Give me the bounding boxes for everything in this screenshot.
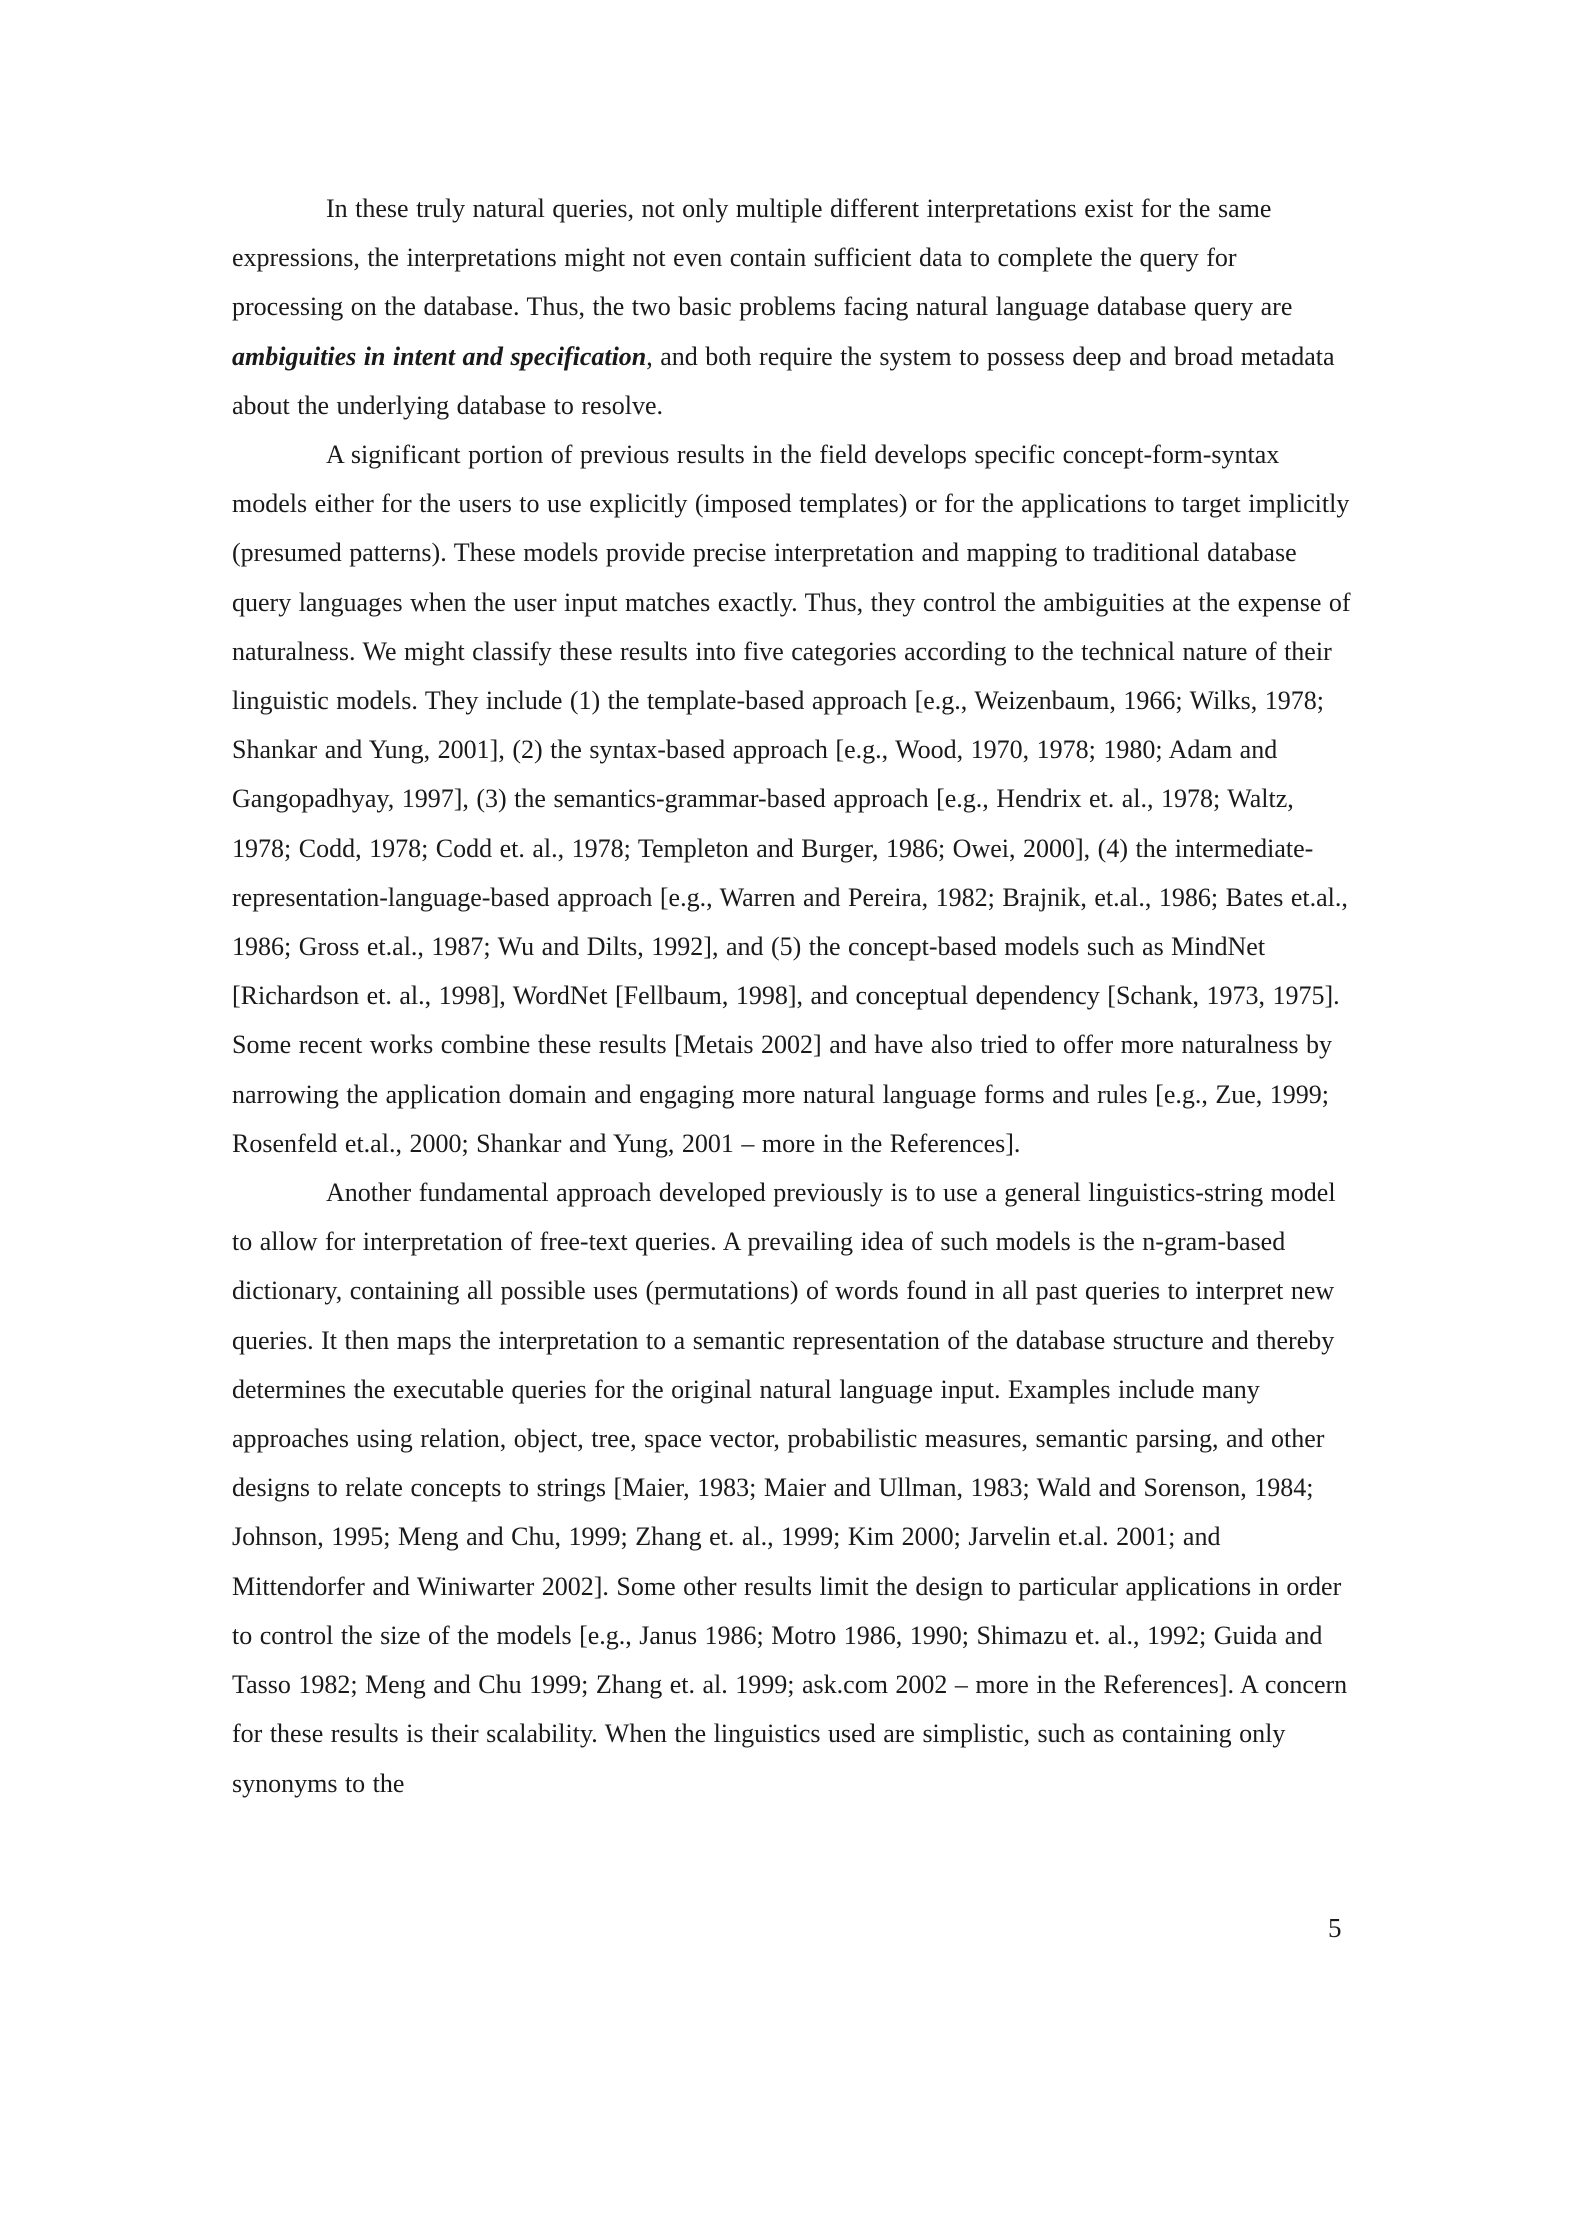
page-body bbox=[232, 184, 1352, 1808]
paragraph-2: A significant portion of previous results in the field develops specific concept-form-syntax models either for the users to use explicitly (imposed templates) or for the applications to target implicitly (presumed patterns). These models provide precise interpretation and mapping to traditional database query languages when the user input matches exactly. Thus, they control the ambiguities at the expense of naturalness. We might classify these results into five categories according to the technical nature of their linguistic models. They include (1) the template-based approach [e.g., Weizenbaum, 1966; Wilks, 1978; Shankar and Yung, 2001], (2) the syntax-based approach [e.g., Wood, 1970, 1978; 1980; Adam and Gangopadhyay, 1997], (3) the semantics-grammar-based approach [e.g., Hendrix et. al., 1978; Waltz, 1978; Codd, 1978; Codd et. al., 1978; Templeton and Burger, 1986; Owei, 2000], (4) the intermediate-representation-language-based approach [e.g., Warren and Pereira, 1982; Brajnik, et.al., 1986; Bates et.al., 1986; Gross et.al., 1987; Wu and Dilts, 1992], and (5) the concept-based models such as MindNet [Richardson et. al., 1998], WordNet [Fellbaum, 1998], and conceptual dependency [Schank, 1973, 1975]. Some recent works combine these results [Metais 2002] and have also tried to offer more naturalness by narrowing the application domain and engaging more natural language forms and rules [e.g., Zue, 1999; Rosenfeld et.al., 2000; Shankar and Yung, 2001 – more in the References]. bbox=[232, 440, 1351, 1158]
paragraph-1 bbox=[232, 184, 1352, 430]
paragraph-1-text-end: , and both require the system to possess deep and broad metadata about the underlying database to resolve. bbox=[232, 341, 1335, 420]
page-number: 5 bbox=[1328, 1913, 1342, 1943]
emphasized-phrase: ambiguities in intent and specification bbox=[232, 341, 647, 371]
paragraph-3: Another fundamental approach developed previously is to use a general linguistics-string model to allow for interpretation of free-text queries. A prevailing idea of such models is the n-gram-based dictionary, containing all possible uses (permutations) of words found in all past queries to interpret new queries. It then maps the interpretation to a semantic representation of the database structure and thereby determines the executable queries for the original natural language input. Examples include many approaches using relation, object, tree, space vector, probabilistic measures, semantic parsing, and other designs to relate concepts to strings [Maier, 1983; Maier and Ullman, 1983; Wald and Sorenson, 1984; Johnson, 1995; Meng and Chu, 1999; Zhang et. al., 1999; Kim 2000; Jarvelin et.al. 2001; and Mittendorfer and Winiwarter 2002]. Some other results limit the design to particular applications in order to control the size of the models [e.g., Janus 1986; Motro 1986, 1990; Shimazu et. al., 1992; Guida and Tasso 1982; Meng and Chu 1999; Zhang et. al. 1999; ask.com 2002 – more in the References]. A concern for these results is their scalability. When the linguistics used are simplistic, such as containing only synonyms to the bbox=[232, 1178, 1348, 1798]
paragraph-1-text-start: In these truly natural queries, not only multiple different interpretations exist for the same expressions, the interpretations might not even contain sufficient data to complete the query for processing on the database. Thus, the two basic problems facing natural language database query are bbox=[232, 194, 1293, 322]
